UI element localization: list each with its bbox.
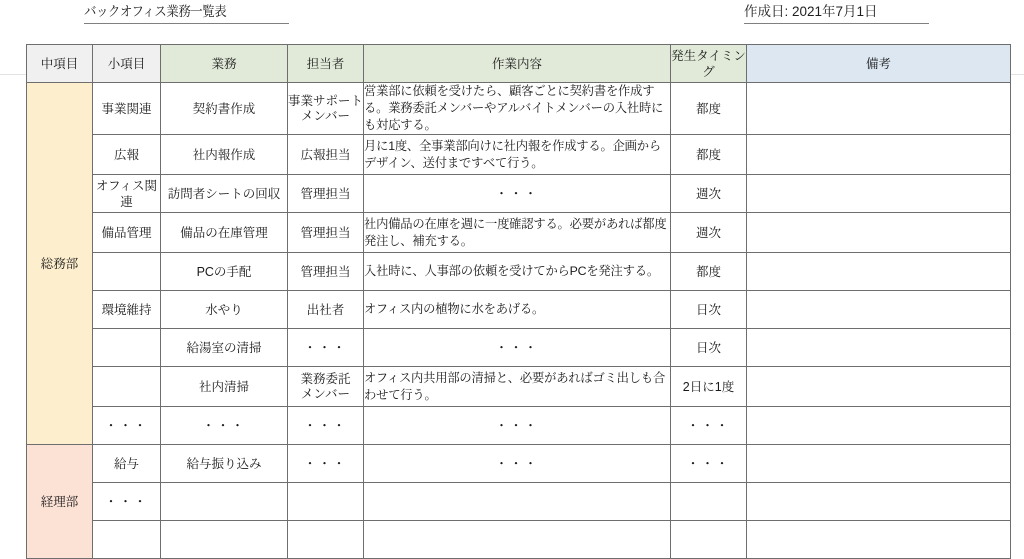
cell-work-detail: オフィス内共用部の清掃と、必要があればゴミ出しも合わせて行う。	[364, 367, 671, 407]
cell-owner: 管理担当	[288, 253, 364, 291]
cell-remarks	[747, 521, 1011, 559]
table-row	[27, 135, 1011, 175]
cell-remarks	[747, 213, 1011, 253]
column-header-small-category: 小項目	[93, 45, 161, 83]
cell-owner-line2: メンバー	[300, 108, 351, 123]
table-row	[27, 483, 1011, 521]
cell-timing: 都度	[671, 253, 747, 291]
cell-remarks	[747, 407, 1011, 445]
cell-timing	[671, 483, 747, 521]
cell-work-detail	[364, 483, 671, 521]
column-header-work-detail: 作業内容	[364, 45, 671, 83]
cell-timing: 2日に1度	[671, 367, 747, 407]
cell-small-category: ・・・	[93, 407, 161, 445]
cell-work-detail: 社内備品の在庫を週に一度確認する。必要があれば都度発注し、補充する。	[364, 213, 671, 253]
cell-work-detail: オフィス内の植物に水をあげる。	[364, 291, 671, 329]
table-row	[27, 445, 1011, 483]
table-row	[27, 175, 1011, 213]
cell-task: 給与振り込み	[161, 445, 288, 483]
cell-remarks	[747, 483, 1011, 521]
table-row	[27, 407, 1011, 445]
cell-task: 備品の在庫管理	[161, 213, 288, 253]
cell-remarks	[747, 445, 1011, 483]
title-underline	[84, 23, 289, 24]
cell-work-detail: 入社時に、人事部の依頼を受けてからPCを発注する。	[364, 253, 671, 291]
cell-owner: ・・・	[288, 445, 364, 483]
cell-small-category: オフィス関連	[93, 175, 161, 213]
cell-small-category: 広報	[93, 135, 161, 175]
group-cell-soumubu: 総務部	[27, 83, 93, 445]
table-row	[27, 291, 1011, 329]
cell-remarks	[747, 253, 1011, 291]
cell-owner: 出社者	[288, 291, 364, 329]
cell-small-category: ・・・	[93, 483, 161, 521]
cell-owner: ・・・	[288, 407, 364, 445]
cell-owner: 広報担当	[288, 135, 364, 175]
cell-task: 訪問者シートの回収	[161, 175, 288, 213]
cell-timing: 日次	[671, 291, 747, 329]
column-header-timing: 発生タイミング	[671, 45, 747, 83]
cell-task: 社内報作成	[161, 135, 288, 175]
column-header-remarks: 備考	[747, 45, 1011, 83]
worklist-table-container	[26, 44, 1010, 559]
cell-owner	[288, 367, 364, 407]
cell-task: 社内清掃	[161, 367, 288, 407]
title-block	[84, 3, 289, 24]
table-row	[27, 253, 1011, 291]
group-cell-keiribu: 経理部	[27, 445, 93, 559]
document-header	[0, 0, 1024, 40]
cell-owner: 管理担当	[288, 175, 364, 213]
table-body	[27, 83, 1011, 559]
worklist-table	[26, 44, 1011, 559]
cell-timing: ・・・	[671, 407, 747, 445]
cell-task	[161, 483, 288, 521]
creation-date: 作成日: 2021年7月1日	[744, 4, 878, 19]
table-row	[27, 329, 1011, 367]
cell-small-category: 給与	[93, 445, 161, 483]
table-row	[27, 521, 1011, 559]
cell-small-category	[93, 253, 161, 291]
cell-small-category: 環境維持	[93, 291, 161, 329]
cell-task: 給湯室の清掃	[161, 329, 288, 367]
cell-small-category	[93, 521, 161, 559]
table-row	[27, 83, 1011, 135]
cell-small-category: 備品管理	[93, 213, 161, 253]
column-header-task: 業務	[161, 45, 288, 83]
cell-timing	[671, 521, 747, 559]
cell-remarks	[747, 135, 1011, 175]
cell-work-detail: 営業部に依頼を受けたら、顧客ごとに契約書を作成する。業務委託メンバーやアルバイトメンバーの入社時にも対応する。	[364, 83, 671, 135]
date-underline	[744, 23, 929, 24]
table-row	[27, 213, 1011, 253]
cell-work-detail: ・・・	[364, 175, 671, 213]
cell-task: 水やり	[161, 291, 288, 329]
table-header-row	[27, 45, 1011, 83]
cell-owner-line1: 業務委託	[300, 371, 351, 386]
cell-owner	[288, 83, 364, 135]
cell-small-category	[93, 329, 161, 367]
cell-remarks	[747, 175, 1011, 213]
cell-small-category	[93, 367, 161, 407]
column-header-mid-category: 中項目	[27, 45, 93, 83]
cell-work-detail	[364, 521, 671, 559]
cell-small-category: 事業関連	[93, 83, 161, 135]
cell-task: PCの手配	[161, 253, 288, 291]
table-header	[27, 45, 1011, 83]
cell-task: 契約書作成	[161, 83, 288, 135]
column-header-owner: 担当者	[288, 45, 364, 83]
cell-owner	[288, 483, 364, 521]
date-block	[744, 3, 929, 24]
cell-timing: 週次	[671, 213, 747, 253]
cell-remarks	[747, 367, 1011, 407]
cell-remarks	[747, 291, 1011, 329]
cell-timing: 都度	[671, 135, 747, 175]
cell-work-detail: 月に1度、全事業部向けに社内報を作成する。企画からデザイン、送付まですべて行う。	[364, 135, 671, 175]
cell-task: ・・・	[161, 407, 288, 445]
cell-timing: 都度	[671, 83, 747, 135]
cell-work-detail: ・・・	[364, 445, 671, 483]
cell-remarks	[747, 83, 1011, 135]
cell-owner-line2: メンバー	[300, 386, 351, 401]
cell-timing: 日次	[671, 329, 747, 367]
cell-timing: 週次	[671, 175, 747, 213]
table-row	[27, 367, 1011, 407]
cell-owner-line1: 事業サポート	[288, 93, 364, 108]
cell-work-detail: ・・・	[364, 407, 671, 445]
cell-timing: ・・・	[671, 445, 747, 483]
cell-work-detail: ・・・	[364, 329, 671, 367]
cell-owner: 管理担当	[288, 213, 364, 253]
page-title: バックオフィス業務一覧表	[84, 4, 227, 19]
cell-owner: ・・・	[288, 329, 364, 367]
cell-task	[161, 521, 288, 559]
cell-owner	[288, 521, 364, 559]
cell-remarks	[747, 329, 1011, 367]
